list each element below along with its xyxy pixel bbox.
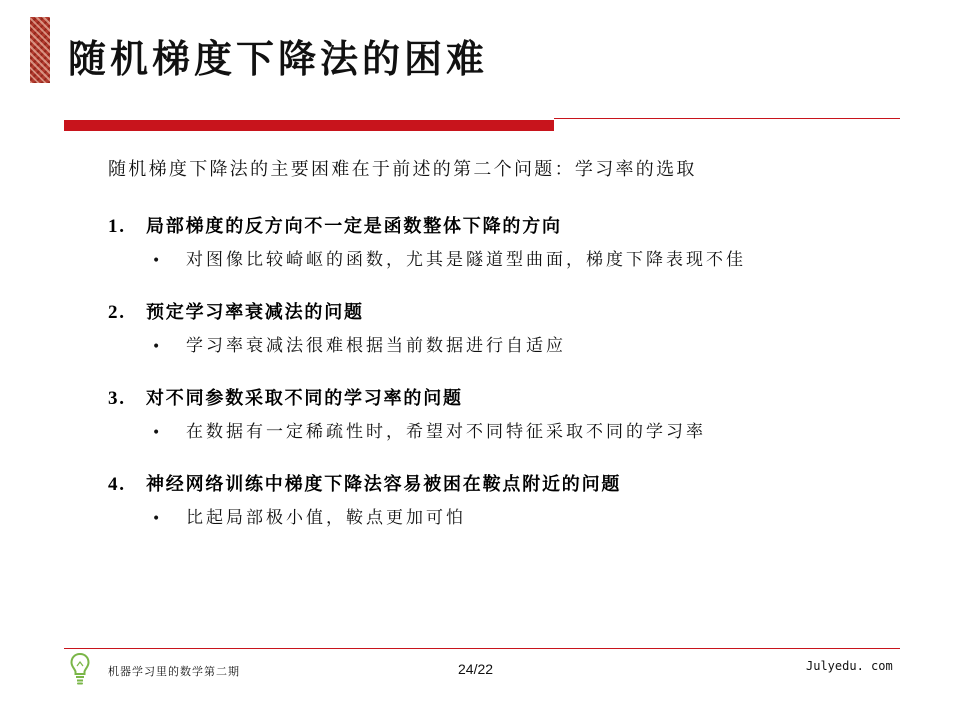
item-heading-text: 对不同参数采取不同的学习率的问题 <box>146 388 463 409</box>
title-underline-thick <box>64 120 554 131</box>
list-item-4 <box>108 470 621 528</box>
item-heading <box>108 470 621 496</box>
list-item-1 <box>108 212 746 270</box>
item-heading <box>108 384 706 410</box>
footer-course-name: 机器学习里的数学第二期 <box>108 665 240 678</box>
footer-site: Julyedu. com <box>806 659 893 673</box>
page-number: 24/22 <box>458 661 494 677</box>
item-subpoint-text: 在数据有一定稀疏性时，希望对不同特征采取不同的学习率 <box>186 422 706 442</box>
bullet-icon: • <box>152 253 164 269</box>
item-subpoint-text: 对图像比较崎岖的函数，尤其是隧道型曲面，梯度下降表现不佳 <box>186 250 746 270</box>
item-number: 1. <box>108 216 126 237</box>
item-heading-text: 预定学习率衰减法的问题 <box>146 302 364 323</box>
item-subpoint <box>152 417 706 442</box>
item-heading <box>108 212 746 238</box>
title-decoration <box>30 17 50 83</box>
title-underline-thin <box>554 118 900 119</box>
bullet-icon: • <box>152 425 164 441</box>
bullet-icon: • <box>152 339 164 355</box>
item-subpoint <box>152 503 621 528</box>
item-heading-text: 局部梯度的反方向不一定是函数整体下降的方向 <box>146 216 562 237</box>
intro-text: 随机梯度下降法的主要困难在于前述的第二个问题：学习率的选取 <box>108 159 697 180</box>
list-item-3 <box>108 384 706 442</box>
item-subpoint <box>152 245 746 270</box>
item-subpoint <box>152 331 566 356</box>
item-number: 4. <box>108 474 126 495</box>
footer-divider <box>64 648 900 649</box>
bullet-icon: • <box>152 511 164 527</box>
slide-title: 随机梯度下降法的困难 <box>68 36 489 81</box>
item-subpoint-text: 学习率衰减法很难根据当前数据进行自适应 <box>186 336 566 356</box>
list-item-2 <box>108 298 566 356</box>
item-heading <box>108 298 566 324</box>
lightbulb-icon <box>70 652 90 686</box>
item-number: 3. <box>108 388 126 409</box>
item-number: 2. <box>108 302 126 323</box>
item-subpoint-text: 比起局部极小值，鞍点更加可怕 <box>186 508 466 528</box>
item-heading-text: 神经网络训练中梯度下降法容易被困在鞍点附近的问题 <box>146 474 622 495</box>
